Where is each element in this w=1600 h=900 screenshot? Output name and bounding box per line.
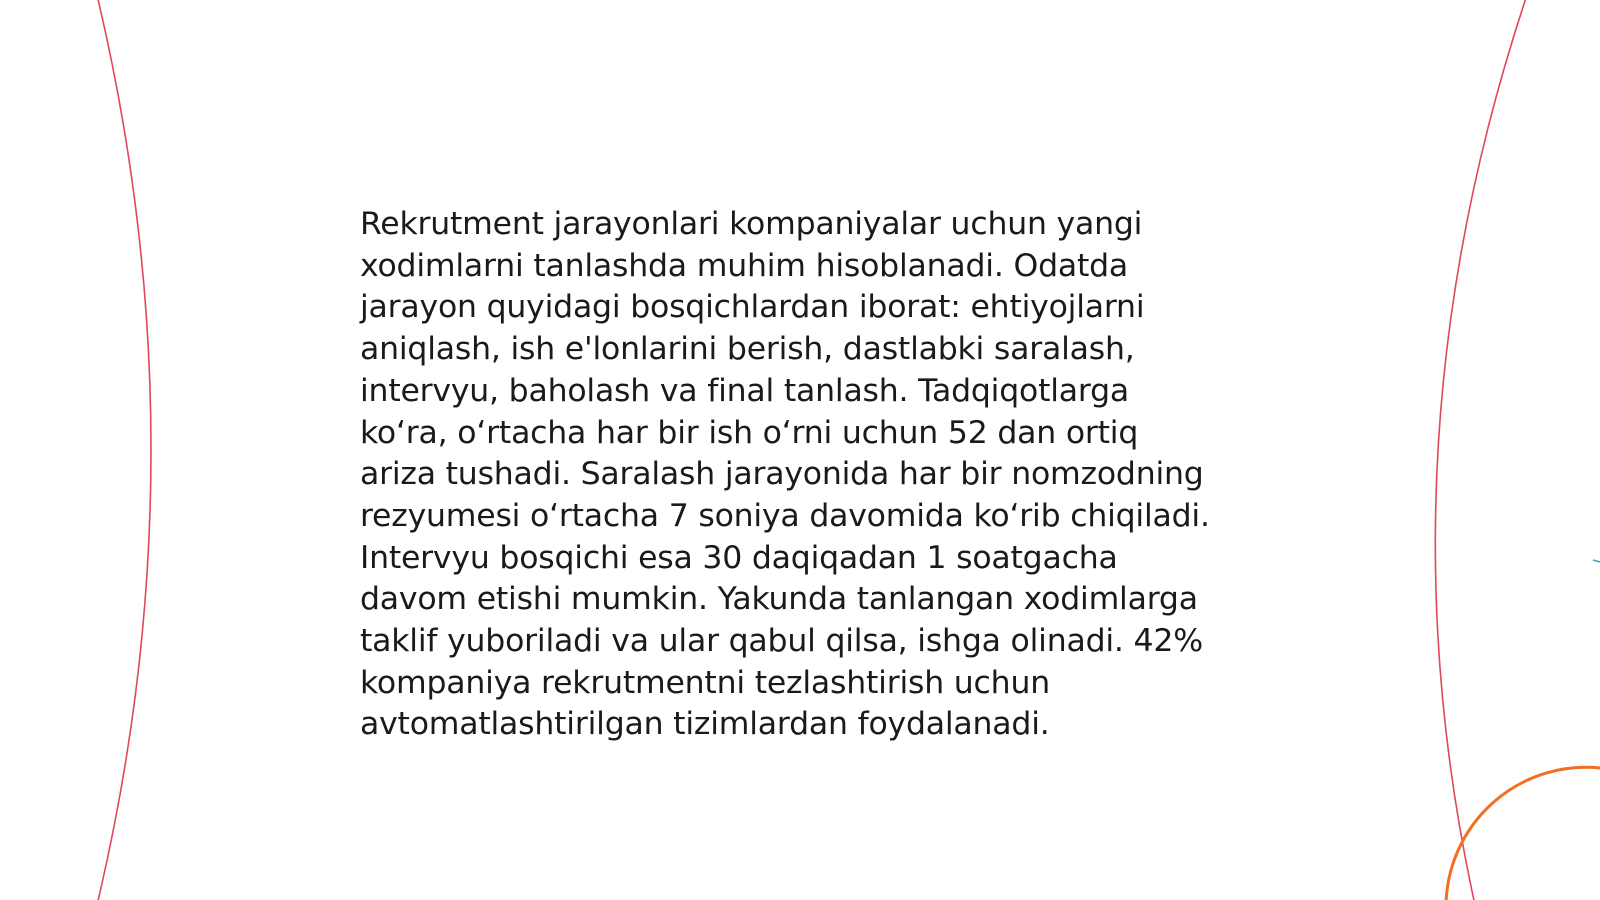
body-line: ariza tushadi. Saralash jarayonida har bir nomzodning — [360, 456, 1204, 493]
right-curve — [1435, 0, 1527, 900]
teal-accent — [1593, 560, 1600, 562]
body-line: avtomatlashtirilgan tizimlardan foydalanadi. — [360, 706, 1050, 743]
body-line: koʻra, oʻrtacha har bir ish oʻrni uchun 52 dan ortiq — [360, 414, 1139, 451]
body-line: aniqlash, ish e'lonlarini berish, dastlabki saralash, — [360, 331, 1135, 368]
body-line: xodimlarni tanlashda muhim hisoblanadi. Odatda — [360, 247, 1129, 284]
body-line: Intervyu bosqichi esa 30 daqiqadan 1 soatgacha — [360, 539, 1118, 576]
body-paragraph — [360, 204, 1260, 746]
body-line: rezyumesi oʻrtacha 7 soniya davomida koʻrib chiqiladi. — [360, 497, 1210, 534]
body-line: kompaniya rekrutmentni tezlashtirish uchun — [360, 664, 1050, 701]
body-line: davom etishi mumkin. Yakunda tanlangan xodimlarga — [360, 581, 1198, 618]
body-line: Rekrutment jarayonlari kompaniyalar uchun yangi — [360, 206, 1143, 242]
body-line: jarayon quyidagi bosqichlardan iborat: ehtiyojlarni — [360, 289, 1145, 326]
left-curve — [97, 0, 151, 900]
body-line: taklif yuboriladi va ular qabul qilsa, ishga olinadi. 42% — [360, 623, 1203, 660]
body-line: intervyu, baholash va final tanlash. Tadqiqotlarga — [360, 372, 1129, 409]
